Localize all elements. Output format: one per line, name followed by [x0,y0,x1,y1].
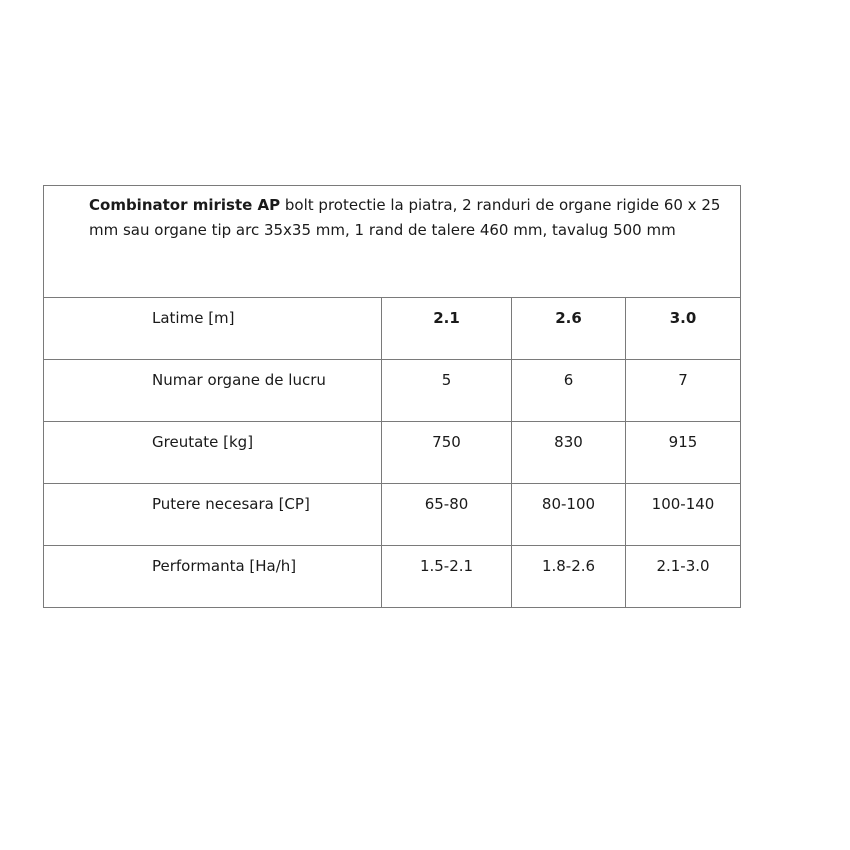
row-label: Performanta [Ha/h] [44,546,382,608]
column-header: 2.1 [382,298,512,360]
table-row [44,360,741,422]
spec-table [43,185,741,608]
table-cell: 80-100 [512,484,626,546]
table-cell: 1.5-2.1 [382,546,512,608]
heading-cell [44,186,741,298]
table-cell: 6 [512,360,626,422]
column-header: 2.6 [512,298,626,360]
table-row [44,422,741,484]
table-cell: 915 [626,422,741,484]
row-label: Latime [m] [44,298,382,360]
row-label: Numar organe de lucru [44,360,382,422]
table-cell: 1.8-2.6 [512,546,626,608]
table-row [44,546,741,608]
table-cell: 7 [626,360,741,422]
table-cell: 65-80 [382,484,512,546]
table-row [44,484,741,546]
table-cell: 5 [382,360,512,422]
heading-row [44,186,741,298]
row-label: Greutate [kg] [44,422,382,484]
table-cell: 750 [382,422,512,484]
column-header: 3.0 [626,298,741,360]
table-header-row [44,298,741,360]
table-cell: 100-140 [626,484,741,546]
product-description: bolt protectie la piatra, 2 randuri de organe rigide 60 x 25 mm sau organe tip arc 35x35 mm, 1 rand de talere 460 mm, tavalug 500 mm [89,196,721,239]
table-cell: 830 [512,422,626,484]
product-title: Combinator miriste AP [89,196,281,214]
table-cell: 2.1-3.0 [626,546,741,608]
row-label: Putere necesara [CP] [44,484,382,546]
